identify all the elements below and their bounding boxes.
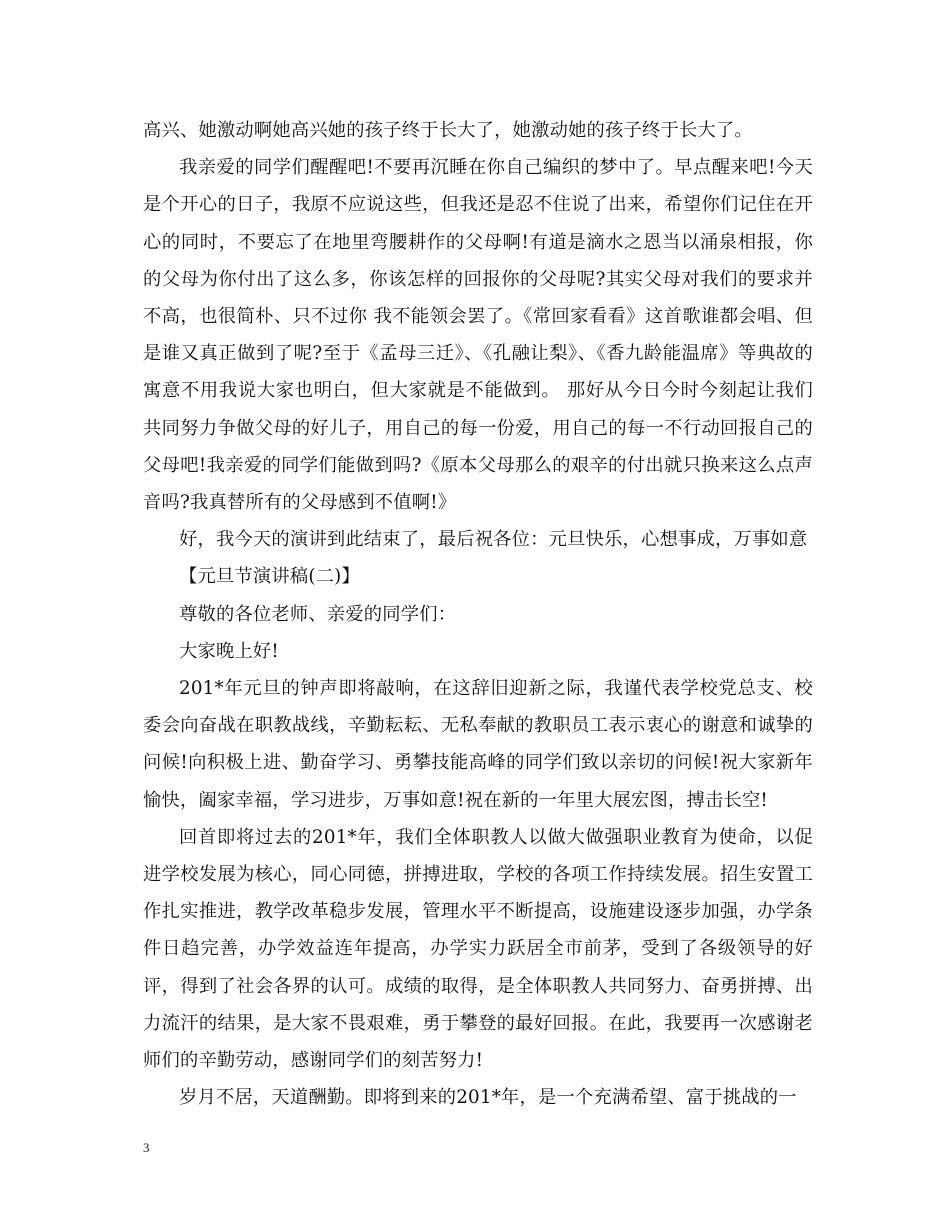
- paragraph-7: 201*年元旦的钟声即将敲响，在这辞旧迎新之际，我谨代表学校党总支、校委会向奋战在职教战线，辛勤耘耘、无私奉献的教职员工表示衷心的谢意和诚挚的问候!向积极上进、勤奋学习、勇攀技能高峰的同学们致以亲切的问候!祝大家新年愉快，阖家幸福，学习进步，万事如意!祝在新的一年里大展宏图，搏击长空!: [143, 678, 813, 811]
- section-heading: 【元旦节演讲稿(二)】: [179, 566, 360, 588]
- paragraph-2: 我亲爱的同学们醒醒吧!不要再沉睡在你自己编织的梦中了。早点醒来吧!今天是个开心的日子，我原不应说这些，但我还是忍不住说了出来，希望你们记住在开心的同时，不要忘了在地里弯腰耕作的父母啊!有道是滴水之恩当以涌泉相报，你的父母为你付出了这么多，你该怎样的回报你的父母呢?其实父母对我们的要求并不高，也很简朴、只不过你 我不能领会罢了。《常回家看看》这首歌谁都会唱、但是谁又真正做到了呢?至于《孟母三迁》、《孔融让梨》、《香九龄能温席》等典故的寓意不用我说大家也明白，但大家就是不能做到。 那好从今日今时今刻起让我们共同努力争做父母的好儿子，用自己的每一份爱，用自己的每一不行动回报自己的父母吧!我亲爱的同学们能做到吗?《原本父母那么的艰辛的付出就只换来这么点声音吗?我真替所有的父母感到不值啊!》: [143, 157, 813, 514]
- greeting: 大家晚上好!: [179, 640, 279, 662]
- document-body: [143, 112, 813, 1116]
- paragraph-8: 回首即将过去的201*年，我们全体职教人以做大做强职业教育为使命，以促进学校发展为核心，同心同德，拼搏进取，学校的各项工作持续发展。招生安置工作扎实推进，教学改革稳步发展，管理水平不断提高，设施建设逐步加强，办学条件日趋完善，办学效益连年提高，办学实力跃居全市前茅，受到了各级领导的好评，得到了社会各界的认可。成绩的取得，是全体职教人共同努力、奋勇拼搏、出力流汗的结果，是大家不畏艰难，勇于攀登的最好回报。在此，我要再一次感谢老师们的辛勤劳动，感谢同学们的刻苦努力!: [143, 826, 813, 1072]
- paragraph-1: 高兴、她激动啊她高兴她的孩子终于长大了，她激动她的孩子终于长大了。: [143, 120, 753, 141]
- salutation: 尊敬的各位老师、亲爱的同学们：: [179, 603, 457, 625]
- paragraph-3: 好，我今天的演讲到此结束了，最后祝各位：元旦快乐，心想事成，万事如意: [179, 529, 808, 551]
- paragraph-9: 岁月不居，天道酬勤。即将到来的201*年，是一个充满希望、富于挑战的一: [179, 1087, 797, 1109]
- page-number: 3: [143, 1140, 150, 1155]
